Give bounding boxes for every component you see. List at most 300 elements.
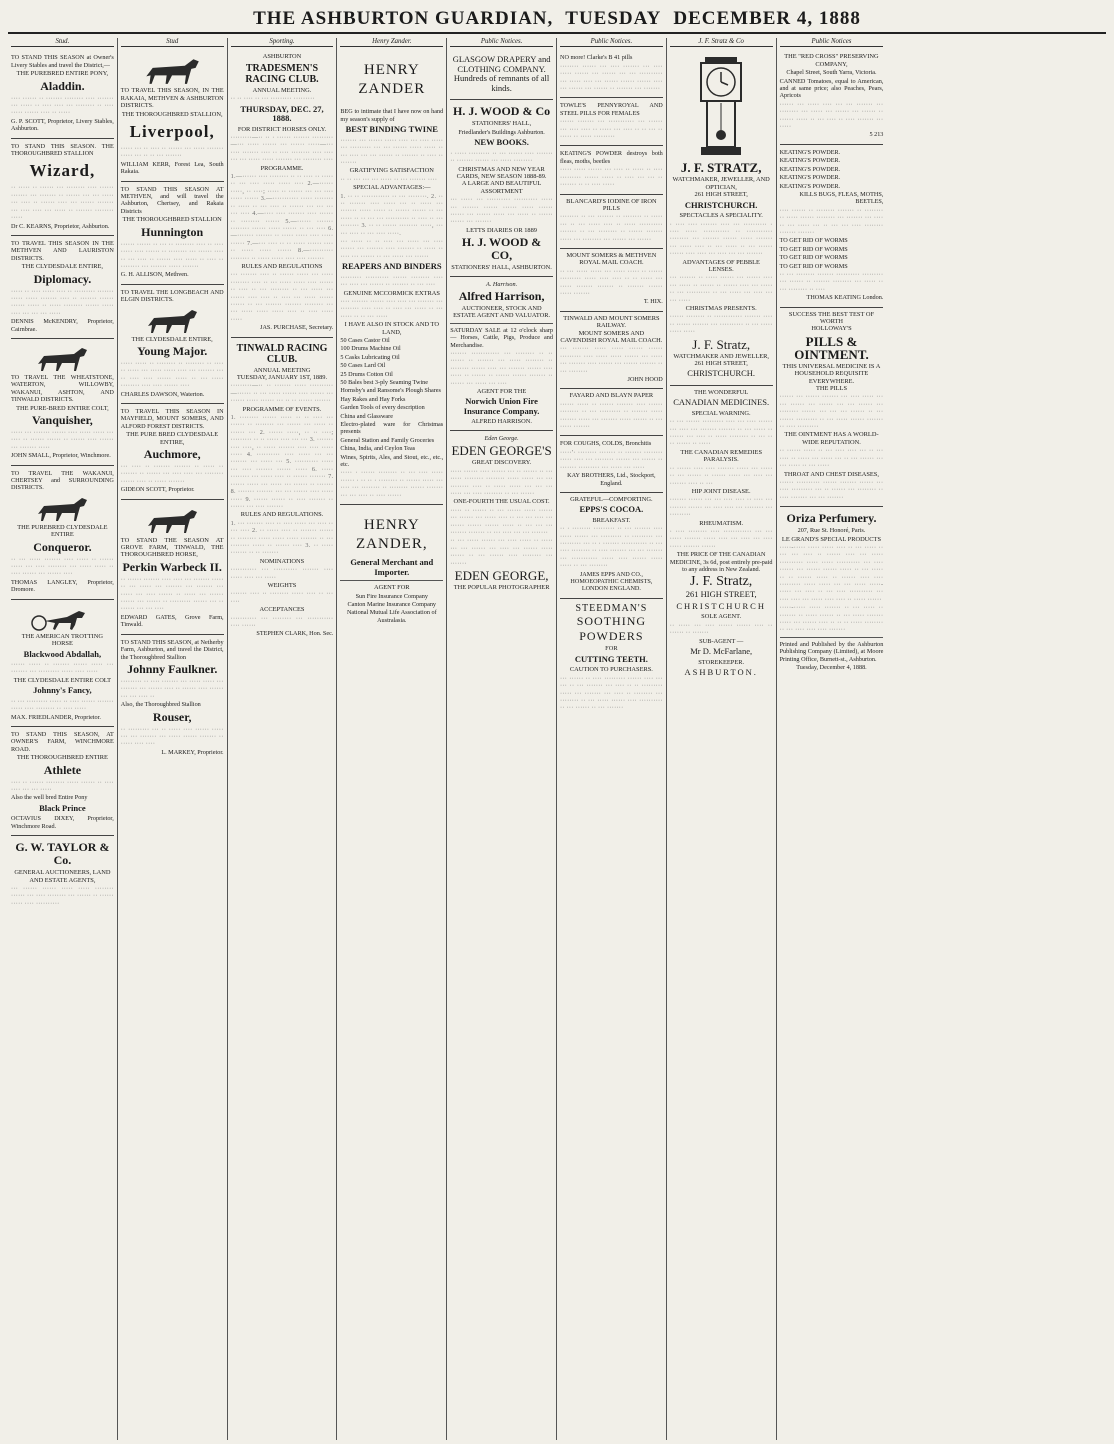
- club-town: ASHBURTON: [262, 53, 302, 61]
- body-text: ··· ······· ····· ····· ······ ······ ········· ···· ····· ····· ······ ··· ····· ··· ······· ···· ······ ··· ······ ······· ·· ··· ········: [559, 345, 663, 375]
- ad-owner: G. P. SCOTT, Proprietor, Livery Stables, Ashburton.: [11, 117, 114, 133]
- list-item: Hay Rakes and Hay Forks: [340, 395, 406, 403]
- product-heading: BEST BINDING TWINE: [345, 124, 438, 135]
- ad-subheading: LE GRAND'S SPECIAL PRODUCTS: [781, 535, 882, 543]
- body-text: ··· ······ ······ ····· ····· ········ ······ ··· ···· ········ ··· ······ ·· ······ ····· ···· ··········: [11, 884, 114, 907]
- ad-owner: OCTAVIUS DIXEY, Proprietor, Winchmore Road.: [11, 815, 114, 830]
- ad-heading: LETTS DIARIES OR 1889: [466, 226, 537, 234]
- body-text: ··········· ··· ·········· ······· ···· ····· ···· ··· ·····: [230, 566, 334, 581]
- masthead: [8, 6, 1106, 34]
- body-text: ·· ··· ····· ······· ···· ····· ·· ······ ····· ··· ···· ········ ··· ····· ····· ·· ···· ······ ··· ······ ····: [11, 555, 114, 578]
- column-public-notices-2: [557, 38, 667, 1440]
- ad-connector: FOR: [605, 645, 618, 653]
- section-heading: THE OINTMENT HAS A WORLD-WIDE REPUTATION.: [784, 431, 879, 446]
- agent-role: STOREKEEPER.: [698, 658, 745, 666]
- ad-hunnington: [121, 182, 224, 285]
- meeting-date: TUESDAY, JANUARY 1ST, 1889.: [236, 374, 328, 381]
- ad-signature: KAY BROTHERS, Ltd., Stockport, England.: [567, 472, 656, 487]
- body-text: ·· ····· ·· ······ ··· ········ ···· ······ ······· ··· ······· ·· ······ ··· ··· ····· ··· ···· ·· ······ ···· ··· ······ ······· ··· ···· ···· ··· ····· ·· ······· ········ ·····: [11, 184, 114, 222]
- list-item: General Station and Family Groceries: [340, 436, 435, 444]
- ad-heading: Oriza Perfumery.: [786, 511, 877, 526]
- body-text: ······ ····· ·· ······· ······ ····· ··· ······· ··· ········· ····· ···· ·····: [11, 661, 114, 676]
- ad-heading: KILLS BUGS, FLEAS, MOTHS, BEETLES,: [799, 190, 884, 206]
- body-text: ······· ······ ··· ··· ···· ···· ·· ···· ··· ······· ······ ··· ···· ···· ··· ········ ··· ·········: [669, 496, 773, 519]
- ad-diplomacy: [11, 236, 114, 339]
- stock-heading: I HAVE ALSO IN STOCK AND TO LAND,: [344, 321, 439, 336]
- body-text: ······ ······· ··· ··········· ··· ······ ··· ···· ···· ·· ····· ··· ···· ·· ·· ··· ·· ····· ·· ····· ·········: [559, 118, 663, 141]
- rules-heading: RULES AND REGULATIONS.: [240, 511, 324, 519]
- ad-horse-name: Young Major.: [137, 343, 208, 358]
- ad-owner: GIDEON SCOTT, Proprietor.: [120, 486, 195, 494]
- firm-name: Alfred Harrison,: [458, 289, 545, 303]
- agent-heading: AGENT FOR THE: [476, 388, 527, 396]
- body-text: ········ ·· ··· ······· ·· ········ ·· ····· ··· ·· ··· ····· ···· ·· ····· ·········· ······· ·· ··· ········ ·· ······ ······· ····· ··· ········ ··· ······ ··· ······: [559, 213, 663, 243]
- ad-heading: POWDERS: [579, 629, 644, 644]
- ad-heading: BLANCARD'S IODINE OF IRON PILLS: [566, 197, 657, 212]
- ad-heading: MOUNT SOMERS AND CAVENDISH ROYAL MAIL COACH.: [560, 329, 663, 344]
- list-item: Electro-plated ware for Christmas presents: [340, 421, 444, 436]
- sale-notice: SATURDAY SALE at 12 o'clock sharp — Horses, Cattle, Pigs, Produce and Merchandise.: [450, 326, 553, 349]
- ad-breed: THE CLYDESDALE ENTIRE COLT: [13, 676, 112, 684]
- ad-also: Also the well bred Entire Pony: [11, 794, 88, 802]
- list-item: 5 Casks Lubricating Oil: [340, 353, 400, 361]
- body-text: ······ ··· ····· ···· ··· ··· ······· ··· ········ ··· ····· ··· ······ ··· ······ ·· ······ ····· ·· ··· ···· ·· ···· ······· ··· ·····: [779, 100, 884, 131]
- body-text: ····· ·· ······ ·· ··· ······ ····· ······ ··· ······ ··· ····· ···· ·· ··· ··· ···· ··· ······ ······ ······ ····· ·· ··· ··· ··· ······· ······· ·· ··· ···· ··· ··· ·······: [450, 506, 553, 536]
- list-item: Canton Marine Insurance Company: [347, 600, 437, 608]
- ad-also: Also, the Thoroughbred Stallion: [120, 701, 201, 709]
- body-text: ··· ···· ·· ······· ······· ·· ····· ·· ······· ·· ······ ··· ···· ···· ··· ········ ······ ···· ·· ····· ·······: [120, 463, 224, 485]
- club-name: TINWALD RACING CLUB.: [236, 342, 328, 365]
- ad-breed: THE THOROUGHBRED ENTIRE: [16, 754, 108, 762]
- masthead-date: DECEMBER 4, 1888: [673, 8, 861, 29]
- ad-brand: HOLLOWAY'S: [811, 325, 852, 333]
- ad-breed: THE CLYDESDALE ENTIRE,: [21, 263, 103, 271]
- ad-heading: ONE-FOURTH THE USUAL COST.: [453, 498, 550, 506]
- body-text: ····· ··· ······· ······ ···· ····· ····· ··· ···· ·· ······ ······ ·· ······ ···· ······ ··· ······· ·····: [11, 429, 114, 451]
- ad-intro: TO TRAVEL THIS SEASON IN THE METHVEN AND LAURISTON DISTRICTS.: [11, 239, 114, 262]
- ad-aladdin: [11, 50, 114, 138]
- ad-subheading: THIS UNIVERSAL MEDICINE IS A HOUSEHOLD REQUISITE EVERYWHERE.: [782, 362, 881, 385]
- list-item: TO GET RID OF WORMS: [779, 262, 848, 270]
- body-text: ·· ··· ········ ······· ·········· ········· ··· ······ ·· ······· ········ ··· ····· ·· ··· ········ ·· ····: [779, 270, 884, 293]
- stock-list: [340, 337, 443, 469]
- ad-horse-name: Rouser,: [152, 709, 192, 724]
- meeting-subtitle: FOR DISTRICT HORSES ONLY.: [237, 125, 327, 133]
- printer-imprint: Printed and Published by the Ashburton Publishing Company (Limited), at Moore Printing Office, Burnett-st., Ashburton.: [779, 640, 884, 663]
- masthead-day: TUESDAY: [565, 8, 662, 29]
- ad-perkin-warbeck: [121, 500, 224, 635]
- body-text: ······· ··· ······ ····· ···· ··· ···· ····· ··· ········· ··· ··· ······ ····· ····· ·· ··· ···· ··· ··· ······ ·· ······· ·· ···· ·· ·······: [340, 136, 444, 166]
- ad-subtitle: BREAKFAST.: [592, 516, 631, 524]
- ad-heading: NO more! Clarke's B 41 pills: [559, 54, 633, 62]
- ad-heading: SPECTACLES A SPECIALITY.: [679, 212, 763, 220]
- ad-fayard-blayn: [560, 389, 663, 436]
- firm-address: 207, Rue St. Honoré, Paris.: [797, 527, 866, 535]
- body-text: ··· ······· ·· ····· ······ ··· ······ ···· ··· ····· ·· ······ ·· ······ ···· ··· ····· ·· ··· ·········· ·· ··· ····· ··· ···· ··· ··· ·····: [669, 274, 773, 304]
- ad-signature: JAMES EPPS AND CO., HOMOEOPATHIC CHEMISTS, LONDON ENGLAND.: [570, 570, 653, 593]
- acceptances-heading: ACCEPTANCES: [259, 606, 305, 614]
- ad-owner: DENNIS McKENDRY, Proprietor, Cairnbrae.: [11, 318, 114, 333]
- ad-horse-name: Johnny's Fancy,: [33, 685, 92, 696]
- body-text: ···· ······· ······ ···· ···· ··· ······· ··· ········ ···· ···· ·· ···· ··· ····· ·· ··· ····· ·· ·· ··· ·····: [340, 297, 444, 320]
- ad-breed: THE PUREBRED ENTIRE PONY,: [16, 70, 109, 78]
- ad-horse-name: Johnny Faulkner.: [127, 661, 218, 676]
- firm-address: Friedlander's Buildings Ashburton.: [458, 128, 545, 136]
- ad-breed: THE PURE BRED CLYDESDALE ENTIRE,: [126, 431, 219, 446]
- clock-icon: [691, 55, 751, 159]
- ad-breed: THE THOROUGHBRED STALLION,: [121, 110, 223, 118]
- trotting-horse-icon: [27, 605, 97, 631]
- section-tag: A. Harrison.: [486, 280, 518, 288]
- ad-heading: STEEDMAN'S: [575, 602, 648, 614]
- ad-heading: KEATING'S POWDER destroys both fleas, moths, beetles: [559, 150, 663, 165]
- product-heading: GENUINE MCCORMICK EXTRAS: [343, 289, 440, 297]
- body-text: ·· ········· ··· ·· ····· ···· ······ ····· ··· ··· ······· ··· ····· ······ ······· ·· ····· ···· ····: [120, 725, 224, 748]
- column-header: Stud: [121, 38, 224, 47]
- body-text: 1. ·· ·· ············ ·· ··· ········. 2. ·· ·· ······· ···· ····· ··· ·· ····· ··· ······· ····· ····· ·· ······ ······ ·· ··· ····· ·· ·· ··· ··· ·········· ·· ···· ·· ··· ········ 3. ·· ·· ······ ········ ·····, ··· ··· ···· ·· ··· ···· ·····.: [340, 192, 444, 237]
- firm-subtitle: WATCHMAKER, JEWELLER, AND OPTICIAN,: [672, 176, 770, 191]
- ad-heading: THE "RED CROSS" PRESERVING COMPANY,: [784, 53, 879, 68]
- body-text: · ····· ········· ·· ··· ······ ···· ······· ·· ······· ······ ··· ····· ········: [450, 149, 553, 165]
- product-heading: REAPERS AND BINDERS: [341, 261, 442, 272]
- list-item: Hornsby's and Ransome's Plough Shares: [340, 387, 441, 395]
- body-text: ····· ·· ···· ····· ···· ·· ········· ······· ····· ····· ······· ···· ·· ······· ······ ······ ····· ·· ····· ········ ······ ····· ···· ··· ··· ··· ·····: [11, 287, 114, 317]
- testimonial-heading: PARALYSIS.: [703, 456, 739, 464]
- body-text: ·· ··· ······ ········· ···· ··· ···· ······ ··· ···· ··· ······· ······· ·· ··· ····· ·· ······ ··· ···· ·· ····· ········ ·· ··· ·· ·· ······ ·· ·····: [669, 418, 773, 448]
- firm-name: H. J. WOOD & Co: [453, 104, 551, 119]
- ad-horse-name: Vanquisher,: [31, 413, 93, 427]
- agent-town: ASHBURTON.: [684, 666, 758, 677]
- ad-intro: TO STAND THE SEASON AT GROVE FARM, TINWALD, THE THOROUGHBRED HORSE,: [120, 536, 224, 559]
- firm-name: H. J. WOOD & CO,: [461, 235, 542, 263]
- ad-owner: MAX. FRIEDLANDER, Proprietor.: [11, 713, 101, 721]
- ad-wizard: [11, 139, 114, 236]
- ad-intro: TO STAND THIS SEASON at Owner's Livery Stables and travel the District,—: [11, 54, 114, 69]
- ad-heading: TINWALD AND MOUNT SOMERS RAILWAY.: [563, 314, 660, 330]
- body-text: ·· ··· ····· ····· ··· ····· ····· ·· ······ ········· ····· ···· ···· ·· ·· ····· ··· ····· ······· ······· ·· ······· ······ ····· ·······: [559, 267, 663, 297]
- ad-owner: L. MARKEY, Proprietor.: [161, 748, 224, 756]
- column-header: Sporting.: [231, 38, 334, 47]
- secretary-signature: STEPHEN CLARK, Hon. Sec.: [256, 630, 334, 638]
- secretary-signature: JAS. PURCHASE, Secretary.: [260, 324, 334, 332]
- merchant-name: HENRY ZANDER,: [356, 517, 428, 553]
- ad-heading: CHRISTMAS PRESENTS.: [685, 305, 757, 312]
- ad-owner: G. H. ALLISON, Methven.: [120, 271, 189, 279]
- body-text: 1. ········ ······ ····· ·· ·· ···· ··· ······ ·· ········ ··· ······ ··· ····· ·· ······ ··· 2. ······ ·····, ·· ·· ····; ········· ·· ·· ····· ···· ··· ··· 3. ······· ···· ····, ·· ····· ······· ···· ···· ····· ····· 4. ·········· ···· ····· ··· ··· ······· ··· ····· ··· 5. ·········· ····· ··· ···· ······· ······ ····· 6. ····· ········ ··· ····· ···· ·· ······ ······· 7. ······ ····· ··· ····· ··· ······ ·· ······· 8. ······· ······· ··· ··· ······ ···· ····· ····· 9. ······ ······ ·· ···· ······· ·· ······ ··· ···· ·······: [230, 414, 334, 510]
- column-header: Public Notices.: [450, 38, 553, 47]
- ad-owner: JOHN SMALL, Proprietor, Winchmore.: [11, 452, 111, 460]
- photographer-name: EDEN GEORGE,: [454, 567, 549, 583]
- body-text: ····· ····· ······ ··· ···· ·· ····· ·· ···· ········· ······ ····· ·· ···· ··· ··· ·· ······· ·· ·· ···· ·····: [559, 166, 663, 189]
- ad-heading: GLASGOW DRAPERY and CLOTHING COMPANY. Hundreds of remnants of all kinds.: [452, 54, 551, 93]
- ad-keating-powder: [560, 146, 663, 194]
- meeting-title: ANNUAL MEETING.: [252, 86, 312, 94]
- ad-top: SUCCESS THE BEST TEST OF WORTH: [788, 310, 875, 325]
- ad-stratz-optician: [670, 50, 773, 386]
- body-text: ····· ··· ·· ···· ·· ······ ··· ····· ······· ····· ··· ·· ·· ··· ·······: [120, 145, 224, 160]
- ad-intro: TO TRAVEL THE WAKANUI, CHERTSEY and SURROUNDING DISTRICTS.: [11, 469, 114, 492]
- merchant-name: HENRY ZANDER: [358, 62, 426, 98]
- body-text: ·· ··· ····· ······ ··· ···· ····· ·· ····· ··· ··· ······ ··· ···· ··· ······ ····· ······ ·· ··· ······ ···· ········ ··· ·······: [450, 537, 553, 567]
- firm-name: G. W. TAYLOR & Co.: [15, 840, 110, 868]
- meeting-date: THURSDAY, DEC. 27, 1888.: [240, 103, 324, 124]
- body-text: ·· ······ ···· ···· ······· ····· ··· ····· ·· ··· ······ ·· ······ ····· ··· ···· ··· ······· ···· ·· ···: [669, 464, 773, 487]
- ad-towles-pills: [560, 98, 663, 146]
- ad-heading: PILLS & OINTMENT.: [794, 333, 869, 362]
- body-text: ········· ·········· ······ ········ ···· ··· ···· ··· ······ ·· ······· ·· ··· ····: [340, 273, 444, 289]
- firm-subtitle: WATCHMAKER AND JEWELLER,: [673, 352, 770, 360]
- ad-tinwald-racing-club: [231, 338, 334, 643]
- horse-icon: [30, 344, 94, 372]
- meeting-title: ANNUAL MEETING: [253, 366, 311, 374]
- body-text: ···· ·· ······ ········ ····· ······ ·· ···· ···· ··· ··· ·····: [11, 778, 114, 793]
- merchant-subtitle: General Merchant and Importer.: [350, 557, 434, 577]
- ad-signature: JOHN HOOD: [627, 376, 663, 384]
- ad-vanquisher: [11, 339, 114, 466]
- ad-breed: THE CLYDESDALE ENTIRE,: [131, 335, 213, 343]
- section-tag: Eden George.: [484, 434, 519, 442]
- ad-owner: CHARLES DAWSON, Waterton.: [120, 390, 205, 398]
- ad-blancard: [560, 195, 663, 249]
- ad-intro: TO TRAVEL THIS SEASON IN MAYFIELD, MOUNT SOMERS, AND ALFORD FOREST DISTRICTS.: [120, 407, 224, 430]
- ad-heading: TOWLE'S PENNYROYAL AND STEEL PILLS FOR FEMALES: [559, 102, 663, 117]
- ad-heading: ADVANTAGES OF PEBBLE LENSES.: [682, 258, 760, 273]
- body-text: ····· · ······ ········ ·· ··· ···· ····· ······ · ·· ·· · ········ ·· ······ ····· ··· ···· ··· ········ ·· ········ ······ ······· ··· ··· ···· ·· ···· ······: [340, 469, 444, 499]
- list-item: Wines, Spirits, Ales, and Stout, etc., etc., etc.: [340, 453, 444, 469]
- column-sporting: [228, 38, 338, 1440]
- ad-owner: WILLIAM KERR, Forest Lea, South Rakaia.: [120, 160, 224, 176]
- ad-intro: TO STAND THIS SEASON, AT OWNER'S FARM, WINCHMORE ROAD.: [11, 730, 114, 753]
- ad-horse-name: Hunnington: [141, 224, 204, 239]
- horse-icon: [30, 494, 94, 522]
- ad-tradesmens-racing-club: [231, 50, 334, 337]
- horse-icon: [140, 505, 204, 535]
- ad-horse-name: Black Prince: [39, 802, 86, 813]
- list-item: 50 Cases Castor Oil: [340, 336, 390, 344]
- body-text: ····· ····· ·· ········ ·· ········ ·· ···· ·· ····· ··· ····· ····· ···· ··· ······· ··· ·· ···· ···· ······ ····· ·· ··· ····· ········ ···· ···· ······ ····: [120, 359, 224, 390]
- ad-hj-wood: [450, 100, 553, 276]
- ad-breed: THE THOROUGHBRED STALLION: [122, 216, 222, 224]
- masthead-title: THE ASHBURTON GUARDIAN,: [253, 8, 554, 29]
- ad-heading: CANADIAN MEDICINES.: [673, 397, 770, 408]
- body-text: ·········—·· ·· · ······ ······· ·········—··· ····· ······ ··· ······ ·····—··· ···· ······· ···· ·· ···· ········ ···· ···· ··· ··· ····· ····· ······· ··· ········ ····: [230, 134, 334, 164]
- column-header: Stud.: [11, 38, 114, 47]
- list-item: 25 Drums Cotton Oil: [340, 370, 393, 378]
- horse-icon: [137, 55, 207, 85]
- body-text: ······ ··· ······ ······· ··· ···· ····· ··· ··· ······ ··· ······ ··· ··· ······ ··· ········ ······ ··· ··· ··· ······ ·· ··· ······ ········· ·· ··· ····· ······ ······· ·· ···· ·········: [779, 393, 884, 431]
- ad-heading: FAYARD AND BLAYN PAPER: [569, 392, 654, 400]
- body-text: ···· ······ ·· ········ ······· ·· ········ ·· ····· ······ ········ ··· ······· ··· ···· ·· ··· ····· ··· ·· ··· ··· ···· ········ ······· ·······: [779, 206, 884, 236]
- advantages-heading: SPECIAL ADVANTAGES:—: [353, 184, 431, 192]
- ad-kay-coughs: [560, 436, 663, 492]
- ad-top: THE WONDERFUL: [694, 388, 749, 396]
- firm-signature: ALFRED HARRISON.: [471, 418, 532, 426]
- ad-horse-name: Blackwood Abdallah,: [23, 648, 102, 659]
- list-item: TO GET RID OF WORMS: [779, 245, 848, 253]
- body-text: ····· ······ ···· ······ ··· ·· ······ ·· ··· ····· ········ ········ ····· ····· ··· ··· ········ ···· ·· ····· ····· ··· ··· ··· ····· ··· ···· ········ ·· ··· ······: [450, 467, 553, 497]
- list-item: Sun Fire Insurance Company: [355, 592, 428, 600]
- ad-horse-name: Liverpool,: [129, 122, 215, 142]
- price-notice: THE PRICE OF THE CANADIAN MEDICINE, 3s 6d, post entirely pre-paid to any address in New Zealand.: [669, 551, 773, 573]
- ad-heading: SOOTHING: [576, 614, 647, 629]
- ad-intro: TO TRAVEL THIS SEASON, IN THE RAKAIA, METHVEN & ASHBURTON DISTRICTS.: [120, 87, 224, 110]
- firm-subtitle: AUCTIONEER, STOCK AND ESTATE AGENT AND VALUATOR.: [453, 305, 551, 320]
- ad-mount-somers-coach: [560, 249, 663, 312]
- firm-address: 261 HIGH STREET,: [694, 360, 748, 368]
- list-item: China and Glassware: [340, 412, 393, 420]
- body-text: ······ ········ ·· ············ ······· ···· ·· ······ ······· ··· ·········· ·· ··· ····· ····· ·····: [669, 313, 773, 336]
- section-heading: THROAT AND CHEST DISEASES,: [784, 470, 879, 478]
- list-item: 50 Cases Lard Oil: [340, 362, 386, 370]
- body-text: ··········· ··· ········ ··· ··········· ···· ······: [230, 614, 334, 629]
- section-heading: THE PILLS: [815, 385, 848, 393]
- ad-johnny-faulkner: [121, 635, 224, 761]
- firm-address: Chapel Street, South Yarra, Victoria.: [786, 69, 877, 77]
- ad-horse-name: Auchmore,: [143, 447, 201, 461]
- ad-breed: THE PURE-BRED ENTIRE COLT,: [16, 404, 109, 412]
- list-item: KEATING'S POWDER.: [779, 174, 841, 182]
- column-stratz: [667, 38, 777, 1440]
- ad-heading: CHRISTMAS AND NEW YEAR CARDS, NEW SEASON 1888-89.: [456, 165, 547, 180]
- ad-heading: FOR COUGHS, COLDS, Bronchitis: [559, 440, 652, 448]
- ad-epps-cocoa: [560, 493, 663, 599]
- satisfaction-heading: GRATIFYING SATISFACTION: [349, 167, 434, 175]
- column-header: J. F. Stratz & Co: [670, 38, 773, 47]
- agency-name: Norwich Union Fire Insurance Company.: [463, 396, 540, 416]
- ad-alfred-harrison: [450, 277, 553, 431]
- sole-agent-label: SOLE AGENT.: [701, 613, 742, 621]
- ad-subheading: THE CANADIAN REMEDIES: [680, 448, 762, 456]
- ad-heading: EPPS'S COCOA.: [579, 504, 644, 515]
- body-text: ··· ······ ·· ···· ········· ······ ···· ··· ··· ·· ··· ······· ··· ···· ·· ·· ········· ····· ··· ······· ··· ···· ·· ········ ··· ········ ·· ··· ····· ······ ···· ·········· ·· ··· ······ ·· ··· ·······: [559, 674, 663, 712]
- firm-address: 261 HIGH STREET,: [685, 589, 757, 600]
- list-item: National Mutual Life Association of Australasia.: [346, 609, 437, 624]
- list-item: KEATING'S POWDER.: [779, 165, 841, 173]
- ad-horse-name: Wizard,: [29, 161, 96, 181]
- nominations-heading: NOMINATIONS: [259, 557, 305, 565]
- body-text: 1. ··· ······· ···· ·· ···· ····· ··· ···· ·· ··· ···· 2. ·· ····· ···· ·· ······· ······ ·· ········ ····· ····· ····· ······· ·· ··· ········ ····· ·· ······ ···· 3. ·· ····· ······· ·· ·· ·······: [230, 519, 334, 557]
- ad-horse-name: Diplomacy.: [33, 271, 92, 286]
- list-item: TO GET RID OF WORMS: [779, 237, 848, 245]
- list-item: TO GET RID OF WORMS: [779, 254, 848, 262]
- body-text: ······· ············ ··· ········ ·· ·· ······ ·· ······· ··· ····· ········ ·· ········ ······ ···· ··· ······· ······ ···· ····· ·· ······ ·· ······ ······ ······· ·· ······ ··· ····· ··· ····: [450, 350, 553, 387]
- ad-heading: MOUNT SOMERS & METHVEN ROYAL MAIL COACH.: [566, 251, 657, 267]
- list-item: Garden Tools of every description: [340, 404, 425, 412]
- ad-clarke-pills: [560, 50, 663, 98]
- body-text: ······· ···· ·· ········ ····· ···· ·· ··· ····: [230, 590, 334, 605]
- firm-subtitle: STATIONERS' HALL, ASHBURTON.: [451, 264, 552, 272]
- firm-name: J. F. Stratz,: [690, 574, 753, 590]
- agent-heading: AGENT FOR: [374, 584, 410, 592]
- list-item: China, India, and Ceylon Teas: [340, 445, 416, 453]
- ad-intro: TO STAND THIS SEASON AT METHVEN, and will travel the Ashburton, Chertsey, and Rakaia Districts: [120, 185, 224, 215]
- ad-horse-name: Conqueror.: [33, 539, 92, 554]
- list-item: KEATING'S POWDER.: [779, 182, 841, 190]
- ad-young-major: [121, 285, 224, 404]
- ad-gw-taylor: [11, 836, 114, 912]
- column-henry-zander: [337, 38, 447, 1440]
- firm-city: CHRISTCHURCH.: [684, 199, 758, 210]
- ad-owner: Dr C. KEARNS, Proprietor, Ashburton.: [11, 222, 110, 230]
- firm-name: J. F. STRATZ,: [680, 160, 762, 176]
- body-text: ········· ·· ···· ······· ··· ····· ····· ··· ······· ··· ······ ···· ·· ······ ···· ······ ··· ··· ···· ··: [120, 677, 224, 700]
- body-text: ·········—·· ·· ······· ····· ··········—······ ·· ··· ····· ······ ···· ······ ··· ······ ····· ······ ··· ·· ·· ······ ·······: [230, 382, 334, 405]
- body-text: ······ ····· ·· ······ ······· ···· ······ ········ ·· ··· ········· ·· ······· ····· ······· ····· ··· ······· ····· ······ ·· ··· ····· ·······: [559, 400, 663, 431]
- photographer-name: EDEN GEORGE'S: [451, 443, 552, 459]
- imprint-date: Tuesday, December 4, 1888.: [796, 664, 867, 672]
- ad-henry-zander-twine: [340, 50, 443, 505]
- list-item: 100 Drums Machine Oil: [340, 345, 401, 353]
- body-text: ··· ····· ··· ·········· ·········· ····· ··· ······· ······ ······ ····· ······ ······ ··· ······ ····· ··· ····· ·· ······ ······ ··· ·······: [450, 196, 553, 226]
- ad-horse-name: Athlete: [43, 762, 82, 777]
- columns: [8, 38, 1106, 1440]
- ad-steedmans-powders: [560, 599, 663, 717]
- body-text: ·· · ········ ········· ·· ··· ······· ···· ····· ······ ··· ········· ·· ········· ··· ········· ··· ·· · ······· ··········· ·· ··· ···· ········ ·· ···· ······· ··· ··· ······· ··· ··········· ····· ···· ······ ····· ····· ·· ··· ········: [559, 525, 663, 570]
- ad-intro: TO TRAVEL THE WHEATSTONE, WATERTON, WILLOWBY, WAKANUI, ASHTON, AND TINWALD DISTRICTS.: [11, 373, 114, 404]
- ad-intro: CANNED Tomatoes, equal to American, and at same price; also Peaches, Pears, Apricots: [779, 77, 884, 100]
- ad-conqueror: [11, 466, 114, 600]
- horse-icon: [140, 306, 204, 334]
- body-text: ·· ······ ······· ···· ···· ··· ······· ····· ·· ··· ····· ··· ······· ··· ······· ··· ····· ··· ···· ······ ·· ····· ··· ······ ······ ··· ······ ·· ········· ······ ··· ·· ······ ··· ··· ····: [120, 575, 224, 613]
- ad-intro: TO STAND THIS SEASON, at Netherby Farm, Ashburton, and travel the District, the Thoroughbred Stallion: [120, 638, 224, 661]
- column-header: Public Notices: [780, 38, 884, 47]
- testimonial-heading: RHEUMATISM.: [699, 519, 744, 527]
- ad-heading: NEW BOOKS.: [474, 137, 529, 148]
- ad-signature: T. HIX.: [643, 298, 663, 306]
- body-text: · ···· ········ ···· ············ ··· ··· ····· ······· ····· ···· ··· ···· ··· ···· ····· ······· ······: [669, 527, 773, 550]
- body-text: ·· ·· ··· ··· ··· ····· ·· ··· ······· ····: [340, 175, 438, 183]
- ad-oriza-perfumery: [780, 507, 884, 676]
- body-text: 1.—······ ···· ········ ·· ·· ···· ·· ····· ·· ··· ···· ····· ····· ···· 2.—······ ·····, ·· ····; ····· ·· ······ ··· ··· ···· ····· ······ 3.—··········· ····· ········ ·· ····· ·· ··· ···· ·· ······ ··· ··· ··· ··· ···· 4.—···· ···· ······· ···· ······ ·· ········ ······ 5.—······ ······· ········ ······ ····· ······ ·· ··· ···· 6.—······· ······· ·· ····· ····· ···· ····· ······ 7.—··· ···· ·· ·· ····· ······ ···· ·· ····· ····· ······ 8.—·········· ········ ·· ····· ····· ···· ···· ·······: [230, 173, 334, 262]
- ad-holloways: [780, 308, 884, 508]
- column-stud-1: [8, 38, 118, 1440]
- programme-heading: PROGRAMME OF EVENTS.: [242, 405, 322, 413]
- firm-subtitle: STATIONERS' HALL,: [471, 120, 532, 128]
- ad-athlete: [11, 727, 114, 836]
- body-text: ···· ······ ·· ······· ········ ···· ······· ··· ····· ·· ···· ···· ··· ········ ·· ···· ····· ······ ···· ·· ·····: [11, 94, 114, 117]
- club-name: TRADESMEN'S RACING CLUB.: [245, 62, 319, 85]
- ad-henry-zander-importer: [340, 505, 443, 629]
- ad-glasgow-drapery: [450, 50, 553, 100]
- ad-breed: THE PUREBRED CLYDESDALE ENTIRE: [17, 523, 108, 539]
- firm-city: CHRISTCHURCH.: [687, 368, 756, 379]
- agent-name: Mr D. McFarlane,: [690, 646, 753, 656]
- body-text: ·····-····· ····· ······· ·· ··· ····· ·· ······· ·· ····· ······ ·· ··· ····· ······· ····· ··· ······ ···· ·· ·· ·· ····· ········ ·· ··· ···· ···· ···· ·······: [779, 604, 884, 634]
- ad-subtitle: GREAT DISCOVERY.: [472, 459, 532, 467]
- list-item: KEATING'S POWDER.: [779, 157, 841, 165]
- body-text: ·· ······ ····· ·· ··· ···· ···· ··· ·· ··· ···· ·· ····· ··· ····· ··· ·· ··· ······ ··· ··· ····· ·· ··· ·····: [779, 447, 884, 470]
- body-text: ·· ·· ···· ·· ··· ········· ·········: [230, 95, 315, 103]
- rules-heading: RULES AND REGULATIONS: [241, 262, 323, 270]
- weights-heading: WEIGHTS: [267, 581, 297, 589]
- ad-horse-name: Perkin Warbeck II.: [122, 559, 222, 574]
- column-header: Public Notices.: [560, 38, 663, 47]
- list-item: KEATING'S POWDER.: [779, 148, 841, 156]
- ad-signature: THOMAS KEATING London.: [806, 294, 884, 302]
- firm-address: 261 HIGH STREET,: [694, 191, 748, 199]
- ad-eden-george: [450, 431, 553, 596]
- body-text: ·· ····· ··· ···· ······ ······ ···· ·· ······ ·· ·······: [669, 621, 773, 637]
- column-public-notices-1: [447, 38, 557, 1440]
- ad-intro: TO TRAVEL THE LONGBEACH AND ELGIN DISTRICTS.: [120, 288, 224, 304]
- body-text: · ···· ···· ······· ···· ··· ·········· · ···· ····· ··········· ·· ··········· ········ ··· ······· ······ ····· ······· ··· ····· ···· ·· ··· ····· ·· ··· ······ ······ ···· ···· ··· ···· ··· ··· ·······: [669, 220, 773, 258]
- firm-name: J. F. Stratz,: [692, 336, 751, 352]
- body-text: ········ ······ ··· ···· ······· ··· ···· ····· ······ ··· ······ ··· ··· ·········· ··· ····· ···· ··· ······ ······ ······ ···· ··· ······ ··· ······ ·· ······· ··· ·······: [559, 62, 663, 93]
- column-public-notices-3: [777, 38, 887, 1440]
- ad-owner: EDWARD GATES, Grove Farm, Tinwald.: [120, 613, 224, 629]
- programme-heading: PROGRAMME.: [260, 164, 304, 172]
- ad-subtitle: THE POPULAR PHOTOGRAPHER: [453, 583, 550, 591]
